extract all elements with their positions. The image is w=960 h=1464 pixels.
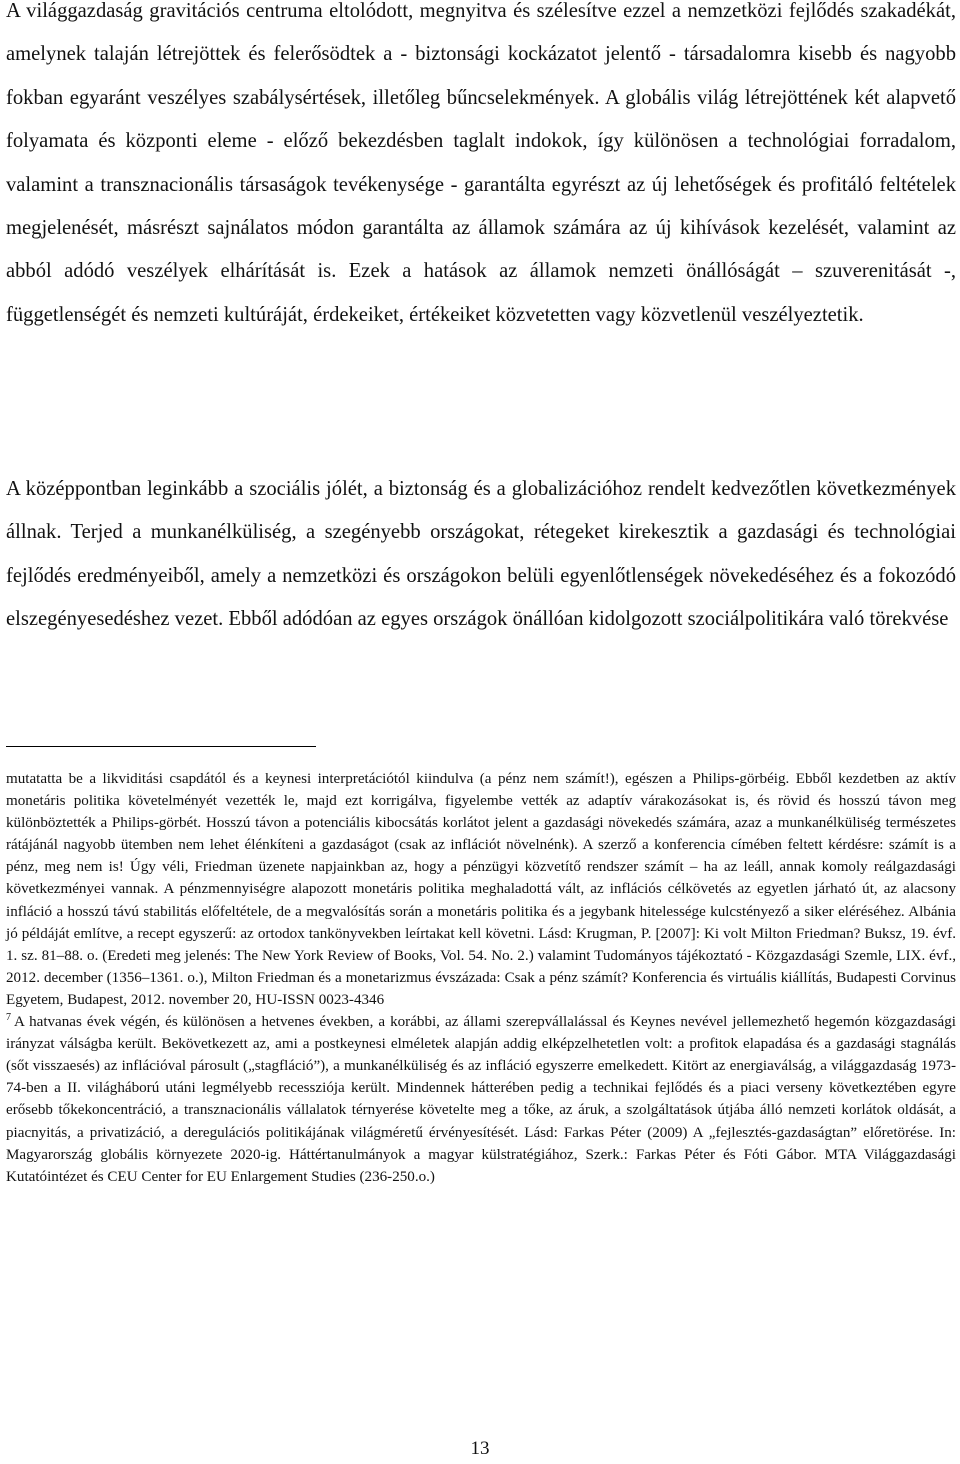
footnote-7 [6,1011,956,1188]
footnote-number: 7 [6,1012,11,1023]
footnote-7-text: A hatvanas évek végén, és különösen a hetvenes években, a korábbi, az állami szerepvállalással és Keynes nevével jellemezhető hegemón közgazdasági irányzat válságba került. Bekövetkezett az, ami a postkeynesi elméletek alapján addig elképzelhetetlen volt: a profitok elapadása és a gazdasági stagnálás (sőt visszaesés) az inflációval párosult („stagfláció”), a munkanélküliség és az infláció egyszerre emelkedett. Kitört az energiaválság, a világgazdaság 1973-74-ben a II. világháború utáni legmélyebb recessziója került. Mindennek hátterében pedig a technikai fejlődés és a piaci verseny következtében egyre erősebb tőkekoncentráció, a transznacionális vállalatok térnyerése követelte meg a tőke, az áruk, a szolgáltatások útjába álló nemzeti korlátok oldását, a piacnyitás, a privatizáció, a deregulációs politikájának világméretű érvényesítését. Lásd: Farkas Péter (2009) A „fejlesztés-gazdaságtan” előretörése. In: Magyarország globális környezete 2020-ig. Háttértanulmányok a magyar külstratégiához, Szerk.: Farkas Péter és Fóti Gábor. MTA Világgazdasági Kutatóintézet és CEU Center for EU Enlargement Studies (236-250.o.) [6,1014,956,1185]
footnotes [6,768,956,1188]
body-paragraph-1: A világgazdaság gravitációs centruma eltolódott, megnyitva és szélesítve ezzel a nemzetközi fejlődés szakadékát, amelynek talaján létrejöttek és felerősödtek a - biztonsági kockázatot jelentő - társadalomra kisebb és nagyobb fokban egyaránt veszélyes szabálysértések, illetőleg bűncselekmények. A globális világ létrejöttének két alapvető folyamata és központi eleme - előző bekezdésben taglalt indokok, így különösen a technológiai forradalom, valamint a transznacionális társaságok tevékenysége - garantálta egyrészt az új lehetőségek és profitáló feltételek megjelenését, másrészt sajnálatos módon garantálta az államok számára az új kihívások kezelését, valamint az abból adódó veszélyek elhárítását is. Ezek a hatások az államok nemzeti önállóságát – szuverenitását -, függetlenségét és nemzeti kultúráját, érdekeiket, értékeiket közvetetten vagy közvetlenül veszélyeztetik. [6,0,956,326]
body-paragraph-2: A középpontban leginkább a szociális jólét, a biztonság és a globalizációhoz rendelt kedvezőtlen következmények állnak. Terjed a munkanélküliség, a szegényebb országokat, rétegeket kirekesztik a gazdasági és technológiai fejlődés eredményeiből, amely a nemzetközi és országokon belüli egyenlőtlenségek növekedéséhez és a fokozódó elszegényesedéshez vezet. Ebből adódóan az egyes országok önállóan kidolgozott szociálpolitikára való törekvése [6,478,956,631]
footnote-continued-text: mutatatta be a likviditási csapdától és a keynesi interpretációtól kiindulva (a pénz nem számít!), egészen a Philips-görbéig. Ebből kezdetben az aktív monetáris politika követelményét vezették le, majd ezt korrigálva, figyelembe vették az adaptív várakozásokat is, és rövid és hosszú távon meg különböztették a Philips-görbét. Hosszú távon a potenciális kibocsátás korlátot jelent a gazdasági növekedés számára, azaz a munkanélküliség természetes rátájánál nagyobb ütemben nem lehet élénkíteni a gazdaságot (csak az inflációt növelnénk). A szerző a konferencia címében feltett kérdésre: számít is a pénz, meg nem is! Úgy véli, Friedman üzenete napjainkban az, hogy a pénzügyi közvetítő rendszer számít – ha az leáll, annak komoly reálgazdasági következményei vannak. A pénzmennyiségre alapozott monetáris politika meghaladottá vált, az inflációs célkövetés az egyetlen járható út, az alacsony infláció a hosszú távú stabilitás előfeltétele, de a megvalósítás során a monetáris politika és a jegybank hitelessége kulcstényező a siker eléréséhez. Albánia jó példáját említve, a recept egyszerű: az ortodox tankönyvekben leírtakat kell követni. Lásd: Krugman, P. [2007]: Ki volt Milton Friedman? Buksz, 19. évf. 1. sz. 81–88. o. (Eredeti meg jelenés: The New York Review of Books, Vol. 54. No. 2.) valamint Tudományos tájékoztató - Közgazdasági Szemle, LIX. évf., 2012. december (1356–1361. o.), Milton Friedman és a monetarizmus évszázada: Csak a pénz számít? Konferencia és virtuális kiállítás, Budapesti Corvinus Egyetem, Budapest, 2012. november 20, HU-ISSN 0023-4346 [6,771,956,1008]
footnote-continued [6,768,956,1011]
page-number: 13 [470,1438,490,1459]
footnote-separator [6,746,316,747]
